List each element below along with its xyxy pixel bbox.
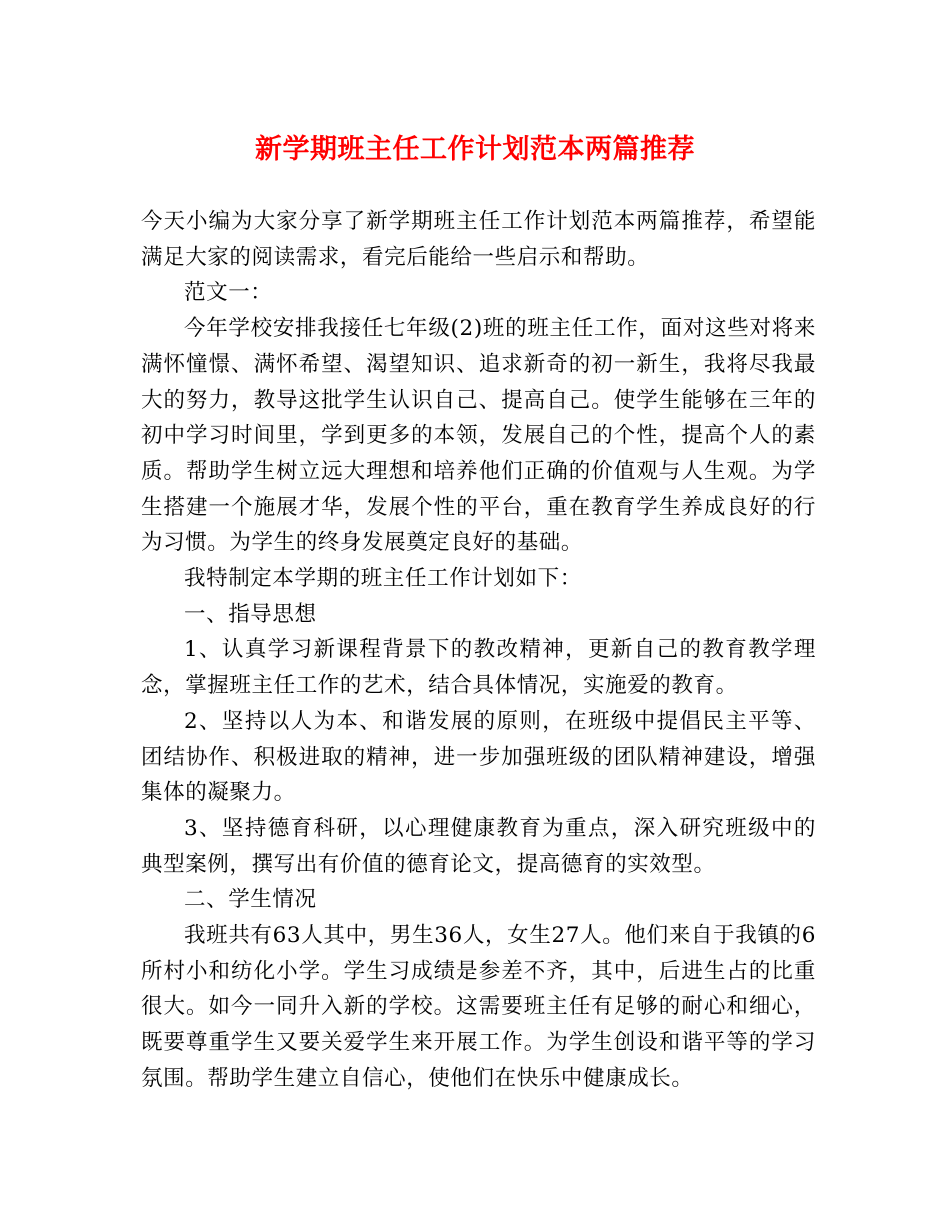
paragraph-plan-intro: 我特制定本学期的班主任工作计划如下： (184, 566, 582, 592)
section-heading-student-situation: 二、学生情况 (184, 887, 317, 913)
document-title: 新学期班主任工作计划范本两篇推荐 (255, 134, 695, 165)
paragraph-student-situation: 我班共有63人其中，男生36人，女生27人。他们来自于我镇的6所村小和纺化小学。学生习成绩是参差不齐，其中，后进生占的比重很大。如今一同升入新的学校。这需要班主任有足够的耐心和细心，既要尊重学生又要关爱学生来开展工作。为学生创设和谐平等的学习氛围。帮助学生建立自信心，使他们在快乐中健康成长。 (141, 923, 816, 1091)
paragraph-class-assignment: 今年学校安排我接任七年级(2)班的班主任工作，面对这些对将来满怀憧憬、满怀希望、渴望知识、追求新奇的初一新生，我将尽我最大的努力，教导这批学生认识自己、提高自己。使学生能够在三年的初中学习时间里，学到更多的本领，发展自己的个性，提高个人的素质。帮助学生树立远大理想和培养他们正确的价值观与人生观。为学生搭建一个施展才华，发展个性的平台，重在教育学生养成良好的行为习惯。为学生的终身发展奠定良好的基础。 (141, 316, 816, 556)
document-body (141, 204, 816, 1097)
paragraph-sample-heading: 范文一： (184, 280, 273, 306)
paragraph-guideline-1: 1、认真学习新课程背景下的教改精神，更新自己的教育教学理念，掌握班主任工作的艺术，结合具体情况，实施爱的教育。 (141, 637, 816, 699)
section-heading-guiding-ideology: 一、指导思想 (184, 601, 317, 627)
paragraph-guideline-3: 3、坚持德育科研，以心理健康教育为重点，深入研究班级中的典型案例，撰写出有价值的德育论文，提高德育的实效型。 (141, 815, 816, 877)
paragraph-intro: 今天小编为大家分享了新学期班主任工作计划范本两篇推荐，希望能满足大家的阅读需求，看完后能给一些启示和帮助。 (141, 209, 816, 270)
paragraph-guideline-2: 2、坚持以人为本、和谐发展的原则，在班级中提倡民主平等、团结协作、积极进取的精神，进一步加强班级的团队精神建设，增强集体的凝聚力。 (141, 708, 816, 806)
